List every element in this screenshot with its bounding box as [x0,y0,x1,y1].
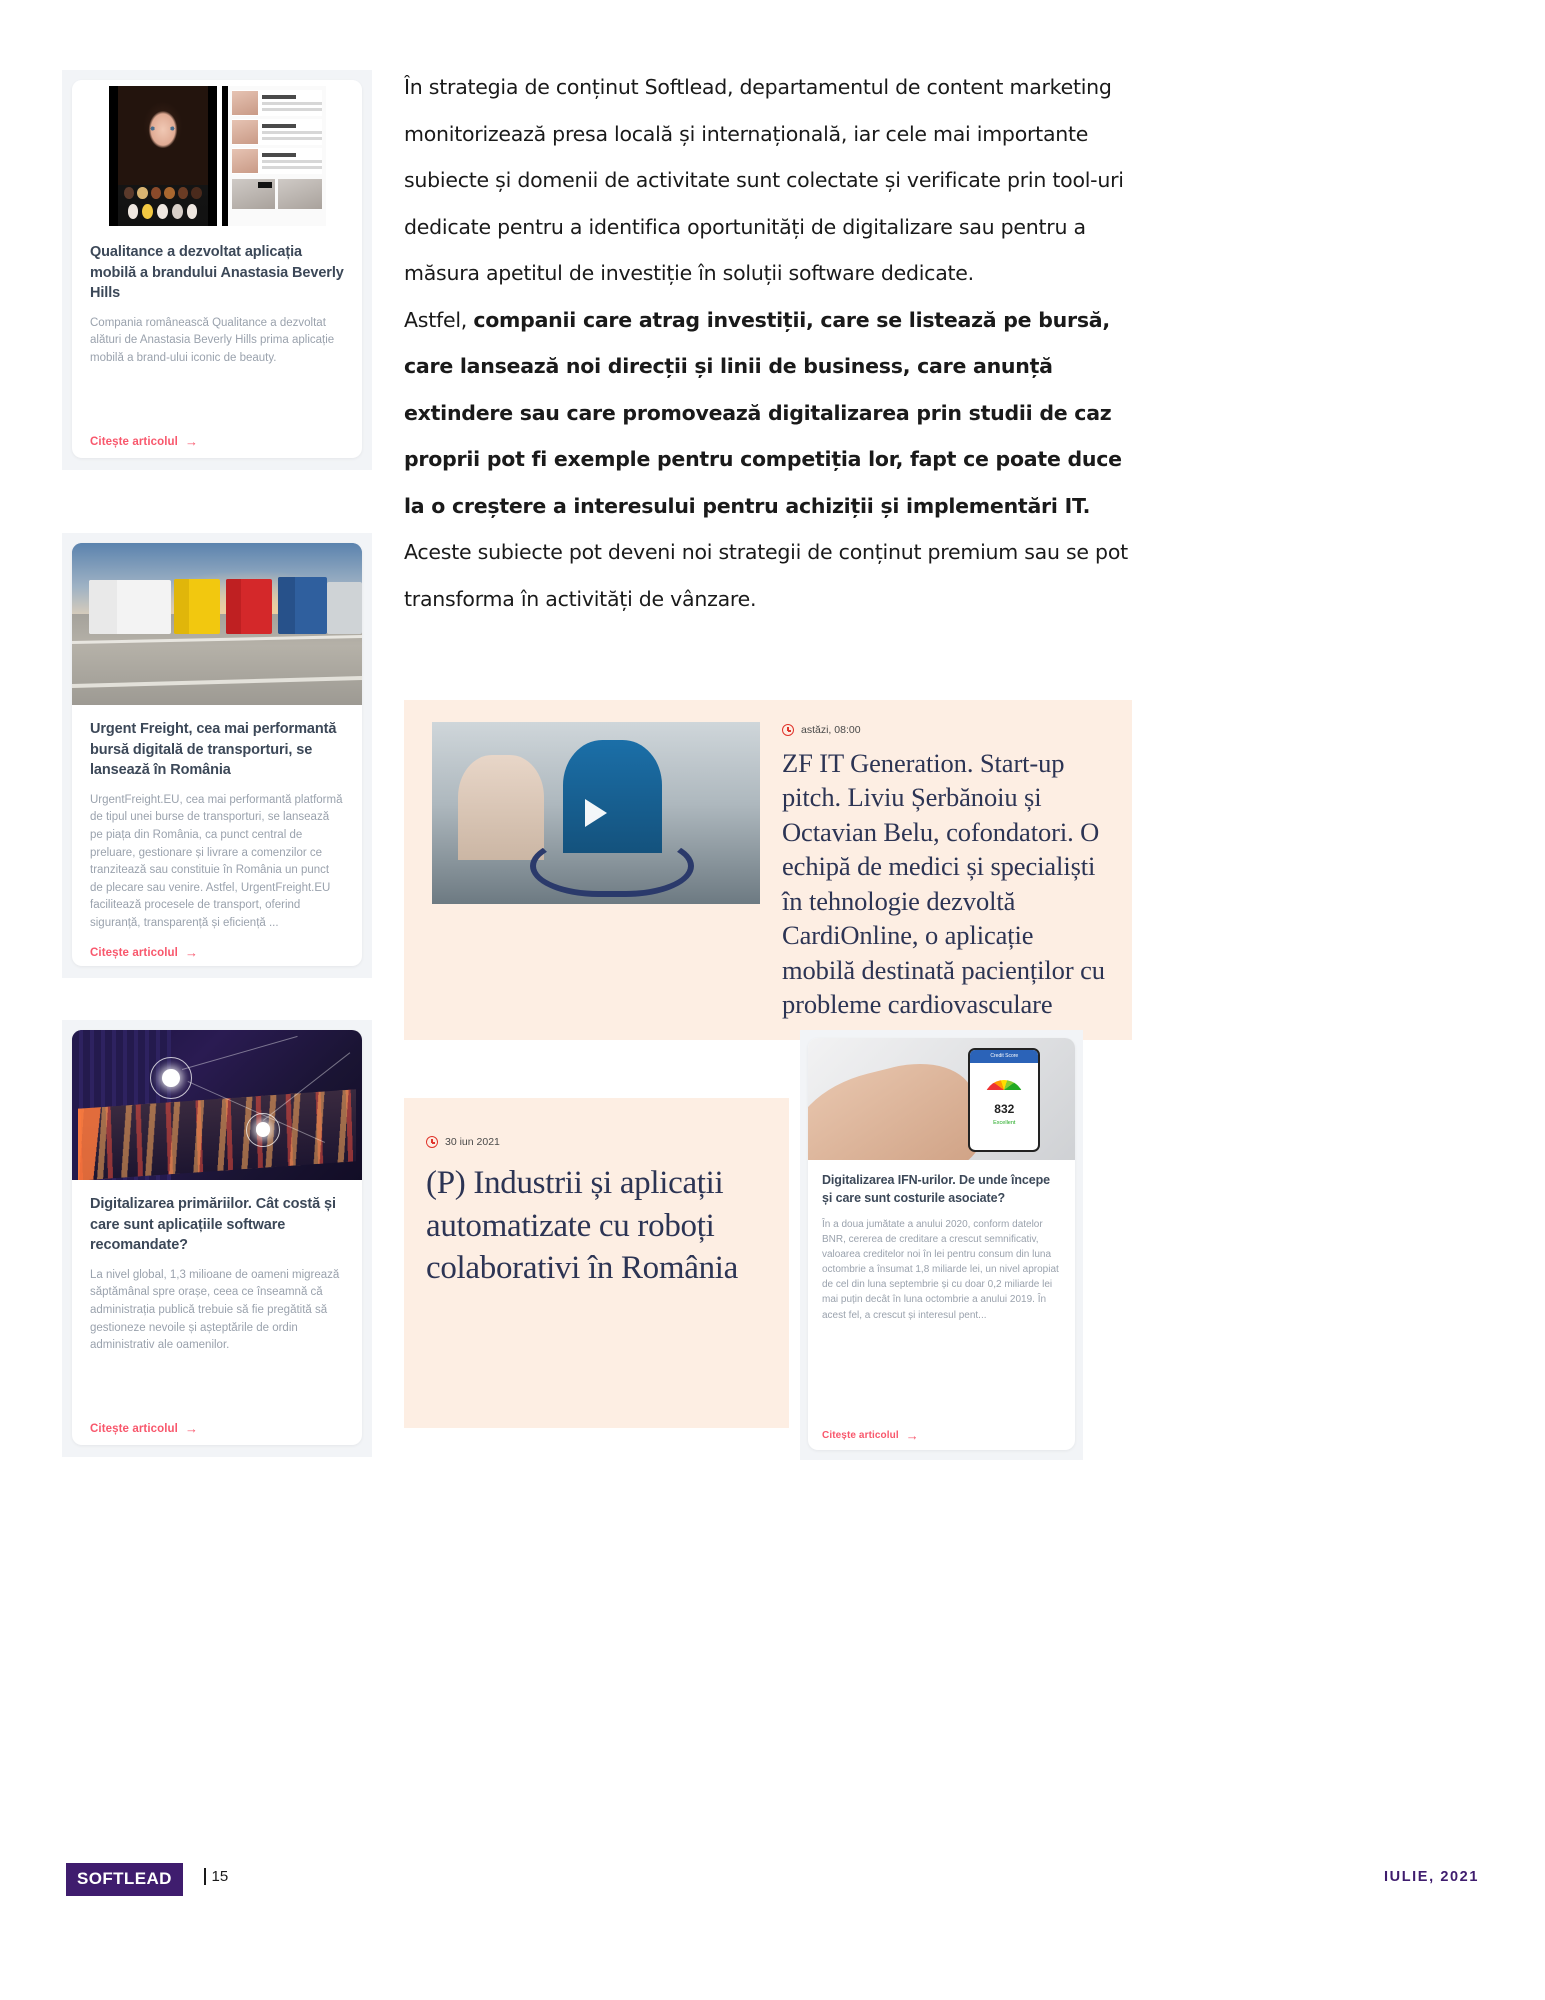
read-article-link[interactable] [822,1417,1061,1442]
clock-icon [782,724,794,736]
card-title: Digitalizarea primăriilor. Cât costă și care sunt aplicațiile software recomandate? [90,1196,336,1254]
card-title: Urgent Freight, cea mai performantă bursă digitală de transporturi, se lansează în România [90,721,337,779]
card-image-credit-score [808,1038,1075,1160]
article-paragraph-3: Aceste subiecte pot deveni noi strategii de conținut premium sau se pot transforma în activități de vânzare. [404,540,1128,611]
arrow-right-icon: → [184,945,199,961]
clipping-headline: ZF IT Generation. Start-up pitch. Liviu Șerbănoiu și Octavian Belu, cofondatori. O echipă de medici și specialiști în tehnologie dezvoltă CardiOnline, o aplicație mobilă destinată pacienților cu probleme cardiovasculare [782,748,1105,1020]
card-image-beauty-app [72,80,362,228]
article-card-qualitance[interactable] [62,70,372,470]
card-description: Compania românească Qualitance a dezvoltat alături de Anastasia Beverly Hills prima aplicație mobilă a brand-ului iconic de beauty. [90,316,335,364]
credit-score-header-label: Credit Score [990,1052,1019,1059]
card-title: Qualitance a dezvoltat aplicația mobilă a brandului Anastasia Beverly Hills [90,244,344,302]
paragraph-2-lead: Astfel, [404,307,474,332]
play-icon[interactable] [585,799,607,827]
network-node-icon [246,1113,280,1147]
arrow-right-icon: → [905,1428,919,1443]
article-card-urgent-freight[interactable] [62,533,372,978]
card-title: Digitalizarea IFN-urilor. De unde începe și care sunt costurile asociate? [822,1173,1050,1205]
phone-mockup-side [222,86,326,226]
credit-score-value: 832 [994,1101,1015,1116]
read-article-label: Citește articolul [90,435,178,448]
read-article-label: Citește articolul [90,1422,178,1435]
credit-score-rating: Excellent [993,1119,1016,1126]
footer-logo: SOFTLEAD [66,1863,183,1896]
arrow-right-icon: → [184,434,199,449]
card-description: UrgentFreight.EU, cea mai performantă platformă de tipul unei burse de transporturi, se lansează pe piața din România, ca punct central de preluare, gestionare și livrare a comenzilor ce tranzitează sau constituie în România un punct de plecare sau venire. Astfel, UrgentFreight.EU facilitează procesele de transport, oferind siguranță, transparență și eficiență ... [90,793,343,929]
read-article-label: Citește articolul [822,1430,899,1441]
card-image-city-network [72,1030,362,1180]
press-clipping-industrii [404,1098,789,1428]
article-body [404,64,1132,622]
network-node-icon [150,1057,192,1099]
video-thumbnail[interactable] [432,722,760,904]
read-article-link[interactable] [90,932,344,959]
read-article-link[interactable] [90,421,344,448]
credit-score-gauge [984,1080,1024,1100]
clock-icon [426,1136,438,1148]
clipping-timestamp: 30 iun 2021 [445,1136,500,1148]
arrow-right-icon: → [184,1421,199,1436]
footer-page-value: 15 [211,1868,229,1885]
model-face-image [118,86,208,185]
article-card-ifn[interactable] [800,1030,1083,1460]
article-card-digitalizarea-primariilor[interactable] [62,1020,372,1457]
read-article-label: Citește articolul [90,946,178,959]
press-clipping-zf [404,700,1132,1040]
phone-mockup-credit-score [968,1048,1040,1152]
clipping-headline: (P) Industrii și aplicații automatizate cu roboți colaborativi în România [426,1165,739,1287]
footer-date: IULIE, 2021 [1384,1869,1479,1885]
card-description: La nivel global, 1,3 milioane de oameni migrează săptămânal spre orașe, ceea ce înseamnă că administrația publică trebuie să fie pregătită să gestioneze nevoile și așteptările de ordin administrativ ale oamenilor. [90,1268,340,1352]
footer-page-number [204,1868,228,1885]
shade-swatches [124,187,202,202]
clipping-meta [782,724,1108,736]
card-description: În a doua jumătate a anului 2020, conform datelor BNR, cererea de creditare a crescut semnificativ, valoarea creditelor noi în lei pentru consum din luna octombrie a însumat 1,8 miliarde lei, un nivel apropiat de cel din luna septembrie și cu doar 0,2 miliarde lei mai puțin decât în luna octombrie a anului 2019. În acest fel, a crescut și interesul pent... [822,1218,1059,1321]
paragraph-2-bold: companii care atrag investiții, care se listează pe bursă, care lansează noi direcții și linii de business, care anunță extindere sau care promovează digitalizarea prin studii de caz proprii pot fi exemple pentru competiția lor, fapt ce poate duce la o creștere a interesului pentru achiziții și implementări IT. [404,307,1122,518]
clipping-timestamp: astăzi, 08:00 [801,724,861,736]
credit-score-header [970,1050,1038,1063]
card-image-trucks [72,543,362,705]
clipping-meta [426,1136,765,1148]
footer-divider [204,1868,206,1885]
phone-mockup-main [109,86,217,226]
article-paragraph-1: În strategia de conținut Softlead, departamentul de content marketing monitorizează presa locală și internațională, iar cele mai importante subiecte și domenii de activitate sunt colectate și verificate prin tool-uri dedicate pentru a identifica oportunități de digitalizare sau pentru a măsura apetitul de investiție în soluții software dedicate. [404,75,1124,286]
article-paragraph-2 [404,297,1132,530]
emoji-row [128,204,198,220]
read-article-link[interactable] [90,1408,344,1435]
